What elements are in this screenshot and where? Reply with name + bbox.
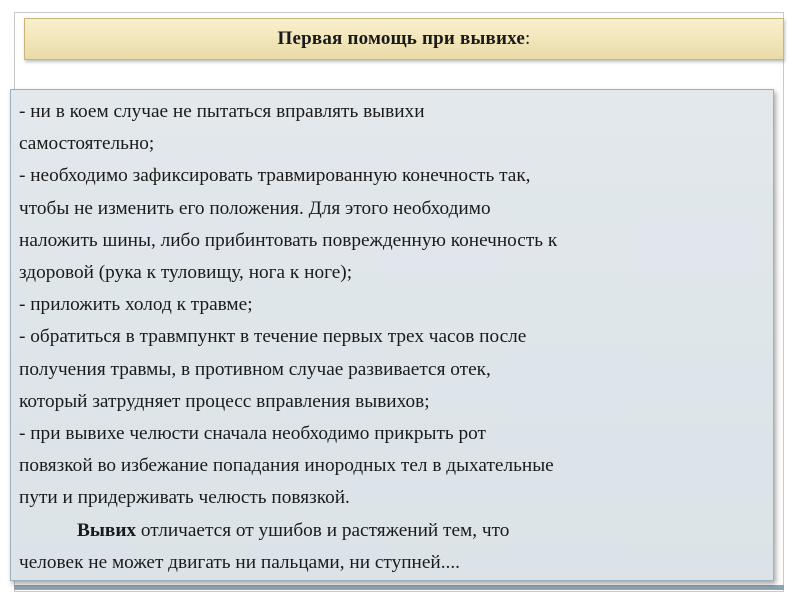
final-paragraph-line-2: человек не может двигать ни пальцами, ни ступней....: [19, 551, 461, 573]
text-line: - необходимо зафиксировать травмированную конечность так,: [19, 165, 531, 187]
title-suffix: :: [524, 28, 531, 49]
content-panel: [10, 89, 774, 581]
instructions-text: [19, 96, 763, 579]
title-bold-part: Первая помощь при вывихе: [277, 28, 525, 49]
text-line: который затрудняет процесс вправления вывихов;: [19, 390, 430, 412]
frame-accent-stripe: [14, 585, 784, 590]
text-line: чтобы не изменить его положения. Для этого необходимо: [19, 197, 491, 219]
text-line: получения травмы, в противном случае развивается отек,: [19, 358, 491, 380]
text-line: повязкой во избежание попадания инородных тел в дыхательные: [19, 455, 554, 477]
final-paragraph-line-1: [19, 515, 763, 547]
text-line: - приложить холод к травме;: [19, 294, 253, 316]
text-line: - при вывихе челюсти сначала необходимо прикрыть рот: [19, 423, 486, 445]
text-line: - обратиться в травмпункт в течение первых трех часов после: [19, 326, 527, 348]
text-line: пути и придерживать челюсть повязкой.: [19, 487, 350, 509]
final-paragraph-rest: отличается от ушибов и растяжений тем, что: [136, 519, 510, 541]
page-title: [278, 28, 531, 50]
term-bold: Вывих: [77, 519, 137, 541]
title-banner: [24, 18, 784, 60]
text-line: наложить шины, либо прибинтовать поврежденную конечность к: [19, 229, 558, 251]
text-line: здоровой (рука к туловищу, нога к ноге);: [19, 262, 353, 284]
text-line: самостоятельно;: [19, 133, 155, 155]
text-line: - ни в коем случае не пытаться вправлять вывихи: [19, 101, 425, 122]
